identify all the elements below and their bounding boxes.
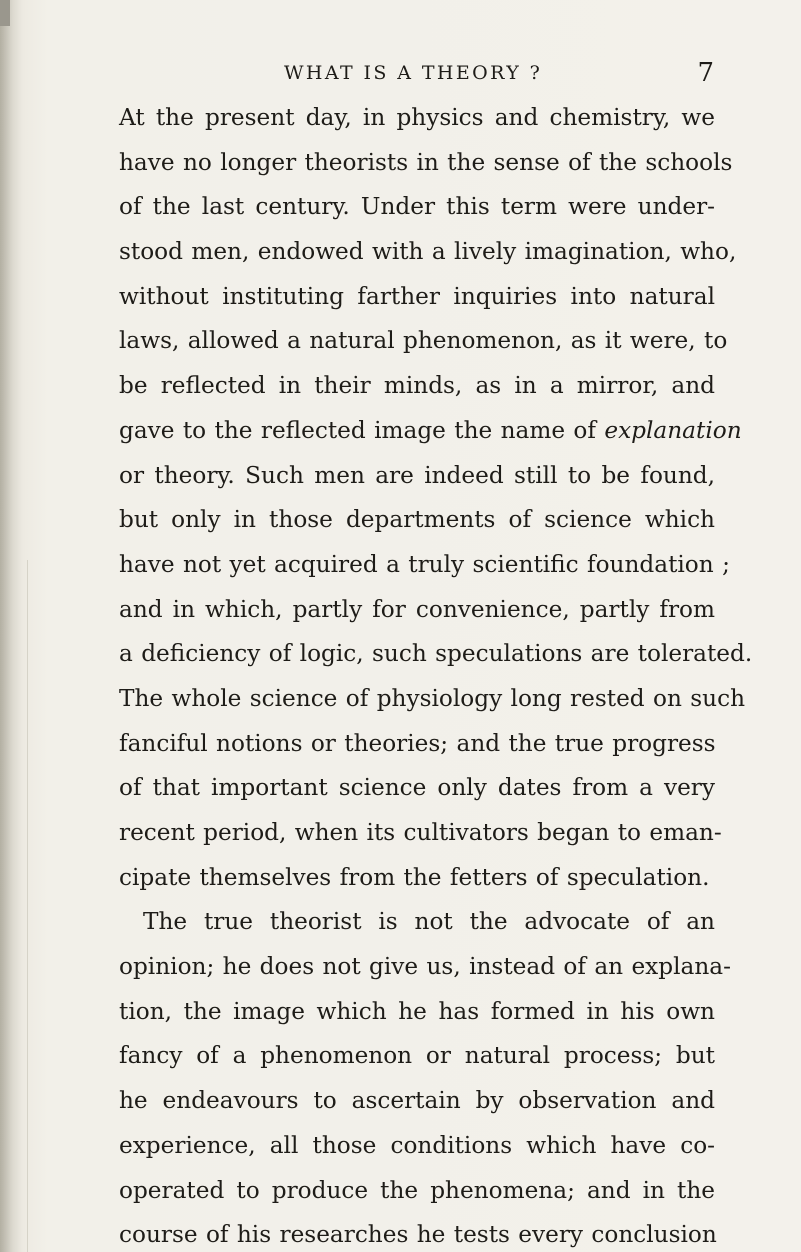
running-title: WHAT IS A THEORY ? xyxy=(284,62,543,84)
text-line: he endeavours to ascertain by observation and xyxy=(119,1087,715,1115)
text-line: of that important science only dates from a very xyxy=(119,774,715,802)
text-line: have not yet acquired a truly scientific foundation ; xyxy=(119,550,730,578)
text-line: be reflected in their minds, as in a mirror, and xyxy=(119,372,715,400)
page-edge-mark xyxy=(0,0,10,26)
text-line: or theory. Such men are indeed still to be found, xyxy=(119,461,715,489)
italic-term: explanation xyxy=(604,416,742,444)
text-line: course of his researches he tests every conclusion xyxy=(119,1221,717,1249)
text-line: laws, allowed a natural phenomenon, as it were, to xyxy=(119,327,728,355)
text-line: fanciful notions or theories; and the true progress xyxy=(119,729,716,757)
text-line: but only in those departments of science which xyxy=(119,506,715,534)
text-line: At the present day, in physics and chemistry, we xyxy=(119,104,715,131)
text-line: operated to produce the phenomena; and in the xyxy=(119,1176,715,1204)
text-line: a deficiency of logic, such speculations are tolerated. xyxy=(119,640,753,668)
text-line: The whole science of physiology long rested on such xyxy=(119,684,746,712)
text-line: fancy of a phenomenon or natural process; but xyxy=(119,1042,715,1070)
gutter-line xyxy=(27,560,28,1252)
binding-shadow xyxy=(0,0,22,1252)
body-text xyxy=(119,96,753,1252)
text-line-part: gave to the reflected image the name of xyxy=(119,416,605,444)
text-line: and in which, partly for convenience, partly from xyxy=(119,595,715,623)
text-line-with-italic xyxy=(119,409,742,454)
paragraph-start-line: The true theorist is not the advocate of an xyxy=(143,908,715,936)
text-line: have no longer theorists in the sense of the schools xyxy=(119,148,733,176)
text-line: opinion; he does not give us, instead of an explana- xyxy=(119,953,731,981)
text-line: without instituting farther inquiries into natural xyxy=(119,282,715,310)
text-line: stood men, endowed with a lively imagination, who, xyxy=(119,238,737,266)
text-line: tion, the image which he has formed in his own xyxy=(119,997,715,1025)
page-number: 7 xyxy=(697,58,714,88)
text-line: recent period, when its cultivators began to eman- xyxy=(119,819,722,846)
text-line: of the last century. Under this term were under- xyxy=(119,193,715,221)
text-line: experience, all those conditions which have co- xyxy=(119,1131,715,1159)
running-head xyxy=(120,58,714,92)
text-line: cipate themselves from the fetters of speculation. xyxy=(119,863,710,891)
